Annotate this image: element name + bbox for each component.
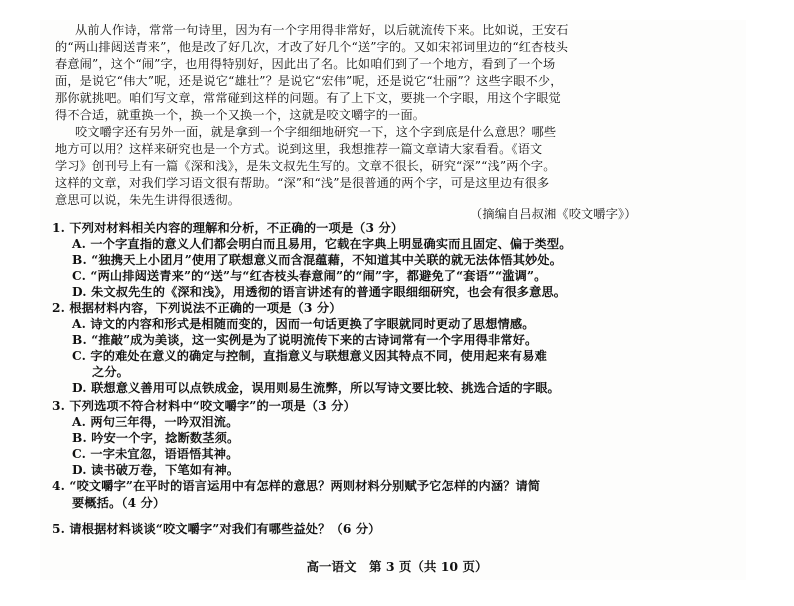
question-3-option-c: C. 一字未宜忽，语语悟其神。 <box>72 447 239 461</box>
page-footer: 高一语文 第 3 页（共 10 页） <box>306 559 488 574</box>
question-1-option-a: A. 一个字直指的意义人们都会明白而且易用，它载在字典上明显确实而且固定、偏于类型。 <box>72 237 572 251</box>
question-1-option-c: C. “两山排闼送青来”的“送”与“红杏枝头春意闹”的“闹”字，都避免了“套语”“滥调”。 <box>72 269 547 283</box>
question-4-stem-line-1: 4. “咬文嚼字”在平时的语言运用中有怎样的意思？两则材料分别赋予它怎样的内涵？请简 <box>52 479 541 493</box>
passage-line: 的“两山排闼送青来”，他是改了好几次，才改了好几个“送”字的。又如宋祁词里边的“红杏枝头 <box>55 40 569 54</box>
passage-line: 春意闹”，这个“闹”字，也用得特别好，因此出了名。比如咱们到了一个地方，看到了一个场 <box>55 57 556 71</box>
question-3-option-b: B. 吟安一个字，捻断数茎须。 <box>72 431 240 445</box>
passage-line: 学习》创刊号上有一篇《深和浅》，是朱文叔先生写的。文章不很长，研究“深”“浅”两个字。 <box>55 159 556 173</box>
passage-line: 面，是说它“伟大”呢，还是说它“雄壮”？是说它“宏伟”呢，还是说它“壮丽”？这些字眼不少， <box>55 74 563 88</box>
question-5-stem: 5. 请根据材料谈谈“咬文嚼字”对我们有哪些益处？（6 分） <box>52 522 381 536</box>
question-2-option-c-cont: 之分。 <box>92 365 130 379</box>
question-3-option-a: A. 两句三年得，一吟双泪流。 <box>72 415 239 429</box>
passage-line: 从前人作诗，常常一句诗里，因为有一个字用得非常好，以后就流传下来。比如说，王安石 <box>75 23 569 37</box>
question-1-option-d: D. 朱文叔先生的《深和浅》，用透彻的语言讲述有的普通字眼细细研究，也会有很多意思。 <box>72 285 567 299</box>
passage-line: 得不合适，就重换一个，换一个又换一个，这就是咬文嚼字的一面。 <box>55 108 426 122</box>
passage-source: （摘编自吕叔湘《咬文嚼字》） <box>470 207 637 221</box>
passage-line: 这样的文章，对我们学习语文很有帮助。“深”和“浅”是很普通的两个字，可是这里边有很多 <box>55 176 550 190</box>
question-2-option-a: A. 诗文的内容和形式是相随而变的，因而一句话更换了字眼就同时更动了思想情感。 <box>72 317 535 331</box>
passage-line: 那你就挑吧。咱们写文章，常常碰到这样的问题。有了上下文，要挑一个字眼，用这个字眼觉 <box>55 91 561 105</box>
question-4-stem-line-2: 要概括。（4 分） <box>72 496 166 510</box>
passage-line: 咬文嚼字还有另外一面，就是拿到一个字细细地研究一下，这个字到底是什么意思？哪些 <box>75 125 557 139</box>
question-1-stem: 1. 下列对材料相关内容的理解和分析，不正确的一项是（3 分） <box>52 221 404 235</box>
passage-line: 地方可以用？这样来研究也是一个方式。说到这里，我想推荐一篇文章请大家看看。《语文 <box>55 142 543 156</box>
question-2-option-d: D. 联想意义善用可以点铁成金，误用则易生流弊，所以写诗文要比较、挑选合适的字眼。 <box>72 381 560 395</box>
passage-line: 意思可以说，朱先生讲得很透彻。 <box>55 193 241 207</box>
question-2-option-c: C. 字的难处在意义的确定与控制，直指意义与联想意义因其特点不同，使用起来有易难 <box>72 349 547 363</box>
question-1-option-b: B. “独携天上小团月”使用了联想意义而含混蕴藉，不知道其中关联的就无法体悟其妙处。 <box>72 253 563 267</box>
question-2-option-b: B. “推敲”成为美谈，这一实例是为了说明流传下来的古诗词常有一个字用得非常好。 <box>72 333 538 347</box>
question-3-stem: 3. 下列选项不符合材料中“咬文嚼字”的一项是（3 分） <box>52 399 356 413</box>
question-2-stem: 2. 根据材料内容，下列说法不正确的一项是（3 分） <box>52 301 342 315</box>
question-3-option-d: D. 读书破万卷，下笔如有神。 <box>72 463 240 477</box>
